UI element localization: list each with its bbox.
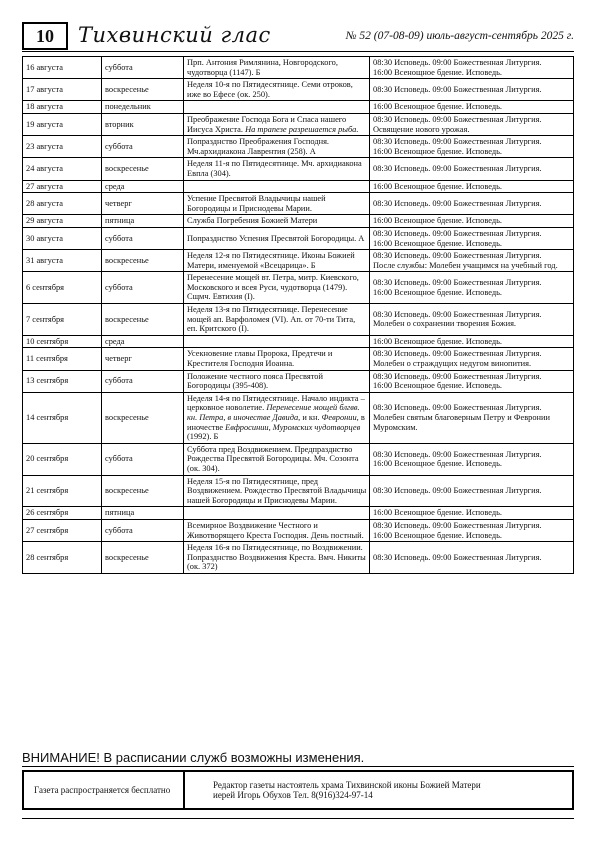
feast-text: Неделя 14-я по Пятидесятнице. Начало индикта – церковное новолетие.: [187, 393, 365, 413]
service-line: Освящение нового урожая.: [373, 124, 470, 134]
schedule-row: [23, 57, 574, 79]
schedule-feast: [184, 136, 370, 158]
schedule-row: [23, 335, 574, 348]
footer-rule: [22, 818, 574, 819]
newspaper-title: Тихвинский глас: [78, 23, 271, 47]
schedule-services: [370, 392, 574, 443]
schedule-feast: [184, 180, 370, 193]
feast-text: Прп. Антония Римлянина, Новгородского, чудотворца (1147). Б: [187, 58, 338, 77]
schedule-feast: [184, 542, 370, 574]
editor-line-1: Редактор газеты настоятель храма Тихвинской иконы Божией Матери: [213, 780, 481, 790]
schedule-feast: [184, 392, 370, 443]
service-line: 08:30 Исповедь. 09:00 Божественная Литургия.: [373, 58, 542, 67]
schedule-weekday: четверг: [102, 193, 184, 215]
service-line: 08:30 Исповедь. 09:00 Божественная Литургия.: [373, 164, 542, 174]
schedule-feast: [184, 304, 370, 336]
schedule-services: [370, 193, 574, 215]
schedule-row: [23, 136, 574, 158]
schedule-services: [370, 180, 574, 193]
service-line: 16:00 Всенощное бдение. Исповедь.: [373, 102, 503, 112]
schedule-services: [370, 519, 574, 541]
schedule-feast: [184, 193, 370, 215]
schedule-date: 11 сентября: [23, 348, 102, 370]
header-rule: [22, 51, 574, 52]
footer-box: [22, 770, 574, 810]
service-line: 16:00 Всенощное бдение. Исповедь.: [373, 459, 503, 469]
schedule-services: [370, 250, 574, 272]
schedule-services: [370, 158, 574, 180]
service-line: 08:30 Исповедь. 09:00 Божественная Литургия.: [373, 449, 542, 459]
schedule-date: 28 сентября: [23, 542, 102, 574]
issue-info: № 52 (07-08-09) июль-август-сентябрь 2025 г.: [345, 30, 574, 42]
feast-text: ,: [223, 413, 228, 422]
schedule-weekday: вторник: [102, 113, 184, 135]
schedule-feast: [184, 507, 370, 520]
service-line: Молебен о сохранении творения Божия.: [373, 319, 517, 329]
service-line: 16:00 Всенощное бдение. Исповедь.: [373, 67, 503, 77]
schedule-weekday: воскресенье: [102, 250, 184, 272]
schedule-services: [370, 542, 574, 574]
schedule-feast: [184, 519, 370, 541]
schedule-services: [370, 215, 574, 228]
schedule-feast: [184, 113, 370, 135]
free-distribution-note: Газета распространяется бесплатно: [24, 772, 185, 808]
schedule-weekday: воскресенье: [102, 79, 184, 101]
feast-text: Всемирное Воздвижение Честного и Животворящего Креста Господня. День постный.: [187, 520, 364, 540]
schedule-weekday: воскресенье: [102, 542, 184, 574]
schedule-services: [370, 475, 574, 507]
feast-text: Неделя 16-я по Пятидесятнице, по Воздвижении. Попразднство Воздвижения Креста. Вмч. Никиты (ок. 372): [187, 543, 366, 572]
service-line: 08:30 Исповедь. 09:00 Божественная Литургия.: [373, 114, 542, 124]
schedule-services: [370, 113, 574, 135]
schedule-date: 27 сентября: [23, 519, 102, 541]
service-line: 08:30 Исповедь. 09:00 Божественная Литургия.: [373, 137, 542, 147]
schedule-row: [23, 519, 574, 541]
schedule-weekday: воскресенье: [102, 392, 184, 443]
schedule-date: 10 сентября: [23, 335, 102, 348]
service-line: После службы: Молебен учащимся на учебный год.: [373, 260, 558, 270]
schedule-date: 27 августа: [23, 180, 102, 193]
schedule-row: [23, 348, 574, 370]
feast-text: Суббота пред Воздвижением. Предпразднство Рождества Пресвятой Богородицы. Мч. Созонта (ок. 304).: [187, 444, 359, 473]
service-line: 08:30 Исповедь. 09:00 Божественная Литургия.: [373, 309, 542, 319]
schedule-row: [23, 542, 574, 574]
service-line: 16:00 Всенощное бдение. Исповедь.: [373, 508, 503, 518]
feast-text: Неделя 13-я по Пятидесятнице. Перенесение мощей ап. Варфоломея (VI). Ап. от 70-ти Тита, еп. Критского (I).: [187, 305, 356, 334]
schedule-feast: [184, 272, 370, 304]
schedule-weekday: суббота: [102, 272, 184, 304]
service-line: 16:00 Всенощное бдение. Исповедь.: [373, 216, 503, 226]
schedule-date: 28 августа: [23, 193, 102, 215]
schedule-weekday: суббота: [102, 443, 184, 475]
service-line: Молебен о страждущих недугом винопития.: [373, 359, 532, 369]
schedule-services: [370, 348, 574, 370]
service-line: 08:30 Исповедь. 09:00 Божественная Литургия.: [373, 371, 542, 381]
schedule-date: 20 сентября: [23, 443, 102, 475]
schedule-date: 23 августа: [23, 136, 102, 158]
schedule-date: 21 сентября: [23, 475, 102, 507]
feast-text: Перенесение мощей вт. Петра, митр. Киевского, Московского и всея Руси, чудотворца (1479). Сщмч. Евтихия (I).: [187, 273, 359, 302]
feast-text: Евфросинии, Муромских чудотворцев: [225, 422, 361, 432]
editor-line-2: иерей Игорь Обухов Тел. 8(916)324-97-14: [213, 790, 373, 800]
schedule-feast: [184, 215, 370, 228]
schedule-weekday: среда: [102, 180, 184, 193]
schedule-services: [370, 227, 574, 249]
schedule-services: [370, 272, 574, 304]
schedule-row: [23, 79, 574, 101]
schedule-services: [370, 335, 574, 348]
schedule-row: [23, 215, 574, 228]
feast-text: Перенесение мощей блгвв. кн. Петра: [187, 403, 360, 422]
service-line: 16:00 Всенощное бдение. Исповедь.: [373, 530, 503, 540]
schedule-row: [23, 443, 574, 475]
schedule-weekday: четверг: [102, 348, 184, 370]
feast-text: (1992). Б: [187, 432, 219, 442]
schedule-weekday: пятница: [102, 215, 184, 228]
schedule-services: [370, 57, 574, 79]
feast-text: Февронии: [321, 413, 357, 422]
schedule-weekday: суббота: [102, 57, 184, 79]
schedule-services: [370, 507, 574, 520]
schedule-services: [370, 443, 574, 475]
service-line: Молебен святым благоверным Петру и Февронии Муромским.: [373, 413, 550, 432]
schedule-row: [23, 101, 574, 114]
service-line: 08:30 Исповедь. 09:00 Божественная Литургия.: [373, 228, 542, 238]
schedule-feast: [184, 443, 370, 475]
page-number: 10: [22, 22, 68, 50]
schedule-feast: [184, 227, 370, 249]
feast-text: Неделя 10-я по Пятидесятнице. Семи отроков, иже во Ефесе (ок. 250).: [187, 80, 353, 99]
schedule-feast: [184, 250, 370, 272]
schedule-feast: [184, 348, 370, 370]
service-line: 08:30 Исповедь. 09:00 Божественная Литургия.: [373, 84, 542, 94]
schedule-weekday: суббота: [102, 519, 184, 541]
schedule-date: 17 августа: [23, 79, 102, 101]
schedule-feast: [184, 79, 370, 101]
service-line: 08:30 Исповедь. 09:00 Божественная Литургия.: [373, 251, 542, 261]
page-header: [22, 22, 574, 50]
schedule-row: [23, 158, 574, 180]
service-schedule-table: [22, 56, 574, 574]
schedule-services: [370, 101, 574, 114]
schedule-services: [370, 79, 574, 101]
schedule-date: 24 августа: [23, 158, 102, 180]
feast-text: Неделя 12-я по Пятидесятнице. Иконы Божией Матери, именуемой «Всецарица». Б: [187, 251, 355, 270]
schedule-date: 18 августа: [23, 101, 102, 114]
schedule-date: 26 сентября: [23, 507, 102, 520]
schedule-row: [23, 370, 574, 392]
schedule-date: 30 августа: [23, 227, 102, 249]
schedule-notice: ВНИМАНИЕ! В расписании служб возможны изменения.: [22, 750, 365, 765]
notice-rule: [22, 766, 574, 767]
schedule-weekday: воскресенье: [102, 475, 184, 507]
schedule-weekday: пятница: [102, 507, 184, 520]
schedule-feast: [184, 475, 370, 507]
service-line: 16:00 Всенощное бдение. Исповедь.: [373, 238, 503, 248]
schedule-services: [370, 304, 574, 336]
schedule-weekday: суббота: [102, 136, 184, 158]
schedule-row: [23, 113, 574, 135]
editor-info: [185, 772, 572, 808]
schedule-row: [23, 193, 574, 215]
schedule-date: 29 августа: [23, 215, 102, 228]
feast-text: Неделя 11-я по Пятидесятнице. Мч. архидиакона Евпла (304).: [187, 159, 362, 178]
schedule-date: 7 сентября: [23, 304, 102, 336]
service-line: 08:30 Исповедь. 09:00 Божественная Литургия.: [373, 403, 542, 413]
schedule-date: 16 августа: [23, 57, 102, 79]
schedule-date: 14 сентября: [23, 392, 102, 443]
schedule-services: [370, 136, 574, 158]
schedule-row: [23, 392, 574, 443]
schedule-feast: [184, 370, 370, 392]
schedule-feast: [184, 57, 370, 79]
schedule-row: [23, 304, 574, 336]
feast-text: Попразднство Преображения Господня. Мч.архидиакона Лаврентия (258). А: [187, 137, 330, 156]
service-line: 16:00 Всенощное бдение. Исповедь.: [373, 146, 503, 156]
feast-text: Положение честного пояса Пресвятой Богородицы (395-408).: [187, 371, 323, 391]
schedule-weekday: понедельник: [102, 101, 184, 114]
schedule-row: [23, 507, 574, 520]
schedule-weekday: воскресенье: [102, 158, 184, 180]
service-line: 08:30 Исповедь. 09:00 Божественная Литургия.: [373, 486, 542, 496]
schedule-date: 13 сентября: [23, 370, 102, 392]
service-line: 16:00 Всенощное бдение. Исповедь.: [373, 381, 503, 391]
feast-text: , в иночестве: [187, 413, 365, 432]
service-line: 08:30 Исповедь. 09:00 Божественная Литургия.: [373, 198, 542, 208]
feast-text: Преображение Господа Бога и Спаса нашего Иисуса Христа.: [187, 114, 347, 134]
schedule-feast: [184, 335, 370, 348]
schedule-row: [23, 227, 574, 249]
service-line: 08:30 Исповедь. 09:00 Божественная Литургия.: [373, 552, 542, 562]
schedule-feast: [184, 158, 370, 180]
schedule-row: [23, 250, 574, 272]
schedule-services: [370, 370, 574, 392]
feast-text: Служба Погребения Божией Матери: [187, 216, 318, 226]
schedule-date: 19 августа: [23, 113, 102, 135]
feast-text: Успение Пресвятой Владычицы нашей Богородицы и Приснодевы Марии.: [187, 194, 326, 213]
schedule-row: [23, 475, 574, 507]
service-line: 16:00 Всенощное бдение. Исповедь.: [373, 287, 503, 297]
schedule-row: [23, 180, 574, 193]
schedule-date: 6 сентября: [23, 272, 102, 304]
feast-text: в иночестве Давида: [227, 413, 299, 422]
feast-text: Неделя 15-я по Пятидесятнице, пред Воздвижением. Рождество Пресвятой Владычицы нашей Богородицы и Приснодевы Марии.: [187, 476, 367, 505]
service-line: 08:30 Исповедь. 09:00 Божественная Литургия.: [373, 520, 542, 530]
schedule-weekday: суббота: [102, 227, 184, 249]
feast-text: На трапезе разрешается рыба.: [245, 124, 359, 134]
feast-text: Попразднство Успения Пресвятой Богородицы. А: [187, 233, 365, 243]
service-line: 16:00 Всенощное бдение. Исповедь.: [373, 336, 503, 346]
service-line: 08:30 Исповедь. 09:00 Божественная Литургия.: [373, 278, 542, 288]
schedule-weekday: воскресенье: [102, 304, 184, 336]
service-line: 08:30 Исповедь. 09:00 Божественная Литургия.: [373, 349, 542, 359]
schedule-row: [23, 272, 574, 304]
feast-text: , и кн.: [298, 413, 322, 422]
feast-text: Усекновение главы Пророка, Предтечи и Крестителя Господня Иоанна.: [187, 349, 333, 369]
schedule-weekday: среда: [102, 335, 184, 348]
schedule-date: 31 августа: [23, 250, 102, 272]
service-line: 16:00 Всенощное бдение. Исповедь.: [373, 181, 503, 191]
schedule-weekday: суббота: [102, 370, 184, 392]
schedule-feast: [184, 101, 370, 114]
